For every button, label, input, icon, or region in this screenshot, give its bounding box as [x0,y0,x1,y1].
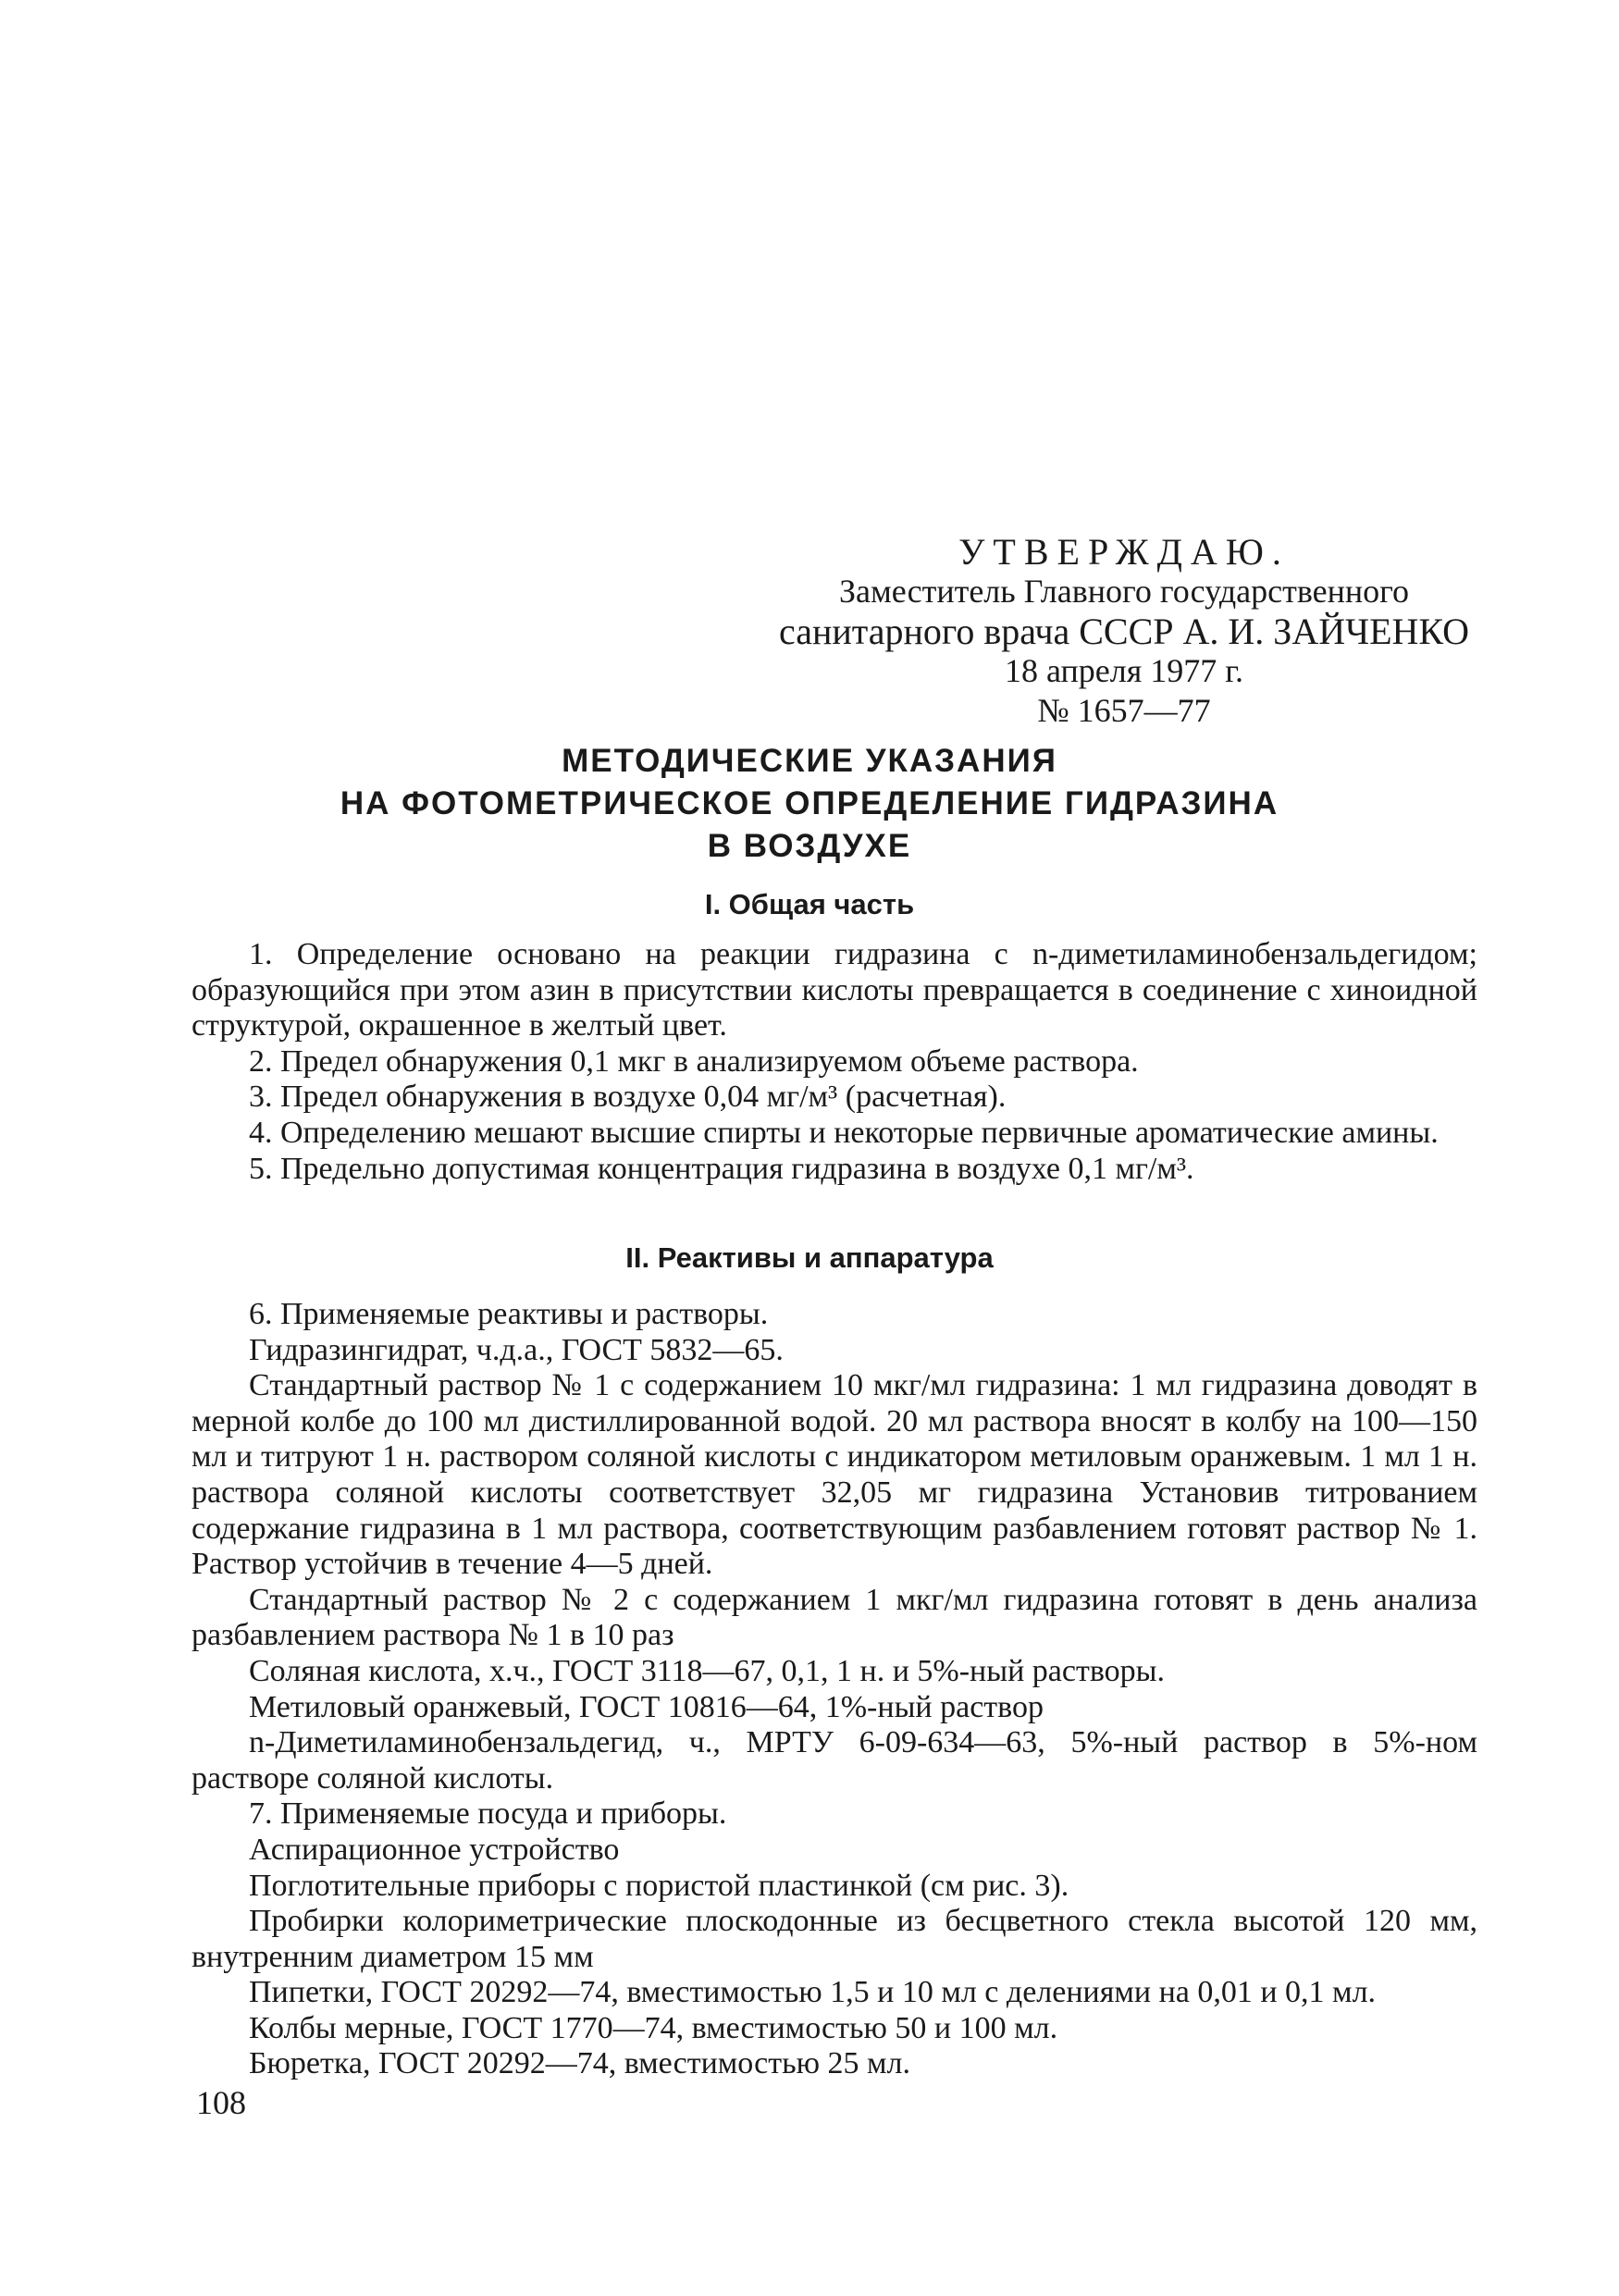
paragraph: Пробирки колориметрические плоскодонные из бесцветного стекла высотой 120 мм, внутренним диаметром 15 мм [192,1904,1477,1974]
paragraph: 4. Определению мешают высшие спирты и некоторые первичные ароматические амины. [249,1115,1439,1150]
approval-number: № 1657—77 [1037,692,1211,729]
approval-block [759,532,1489,731]
paragraph: Метиловый оранжевый, ГОСТ 10816—64, 1%-ный раствор [249,1689,1044,1724]
page-number: 108 [196,2084,246,2121]
approval-line-2: санитарного врача СССР А. И. ЗАЙЧЕНКО [778,611,1469,652]
paragraph: Поглотительные приборы с пористой пластинкой (см рис. 3). [249,1868,1069,1903]
paragraph: 5. Предельно допустимая концентрация гидразина в воздухе 0,1 мг/м³. [249,1151,1194,1186]
paragraph: 2. Предел обнаружения 0,1 мкг в анализируемом объеме раствора. [249,1043,1139,1079]
paragraph: Пипетки, ГОСТ 20292—74, вместимостью 1,5 и 10 мл с делениями на 0,01 и 0,1 мл. [249,1975,1377,2010]
section-2-body [192,1297,1477,2082]
paragraph: Соляная кислота, х.ч., ГОСТ 3118—67, 0,1, 1 н. и 5%-ный растворы. [249,1653,1165,1688]
title-line-1: МЕТОДИЧЕСКИЕ УКАЗАНИЯ [562,743,1057,779]
document-title [139,740,1480,868]
approval-date: 18 апреля 1977 г. [1005,652,1243,689]
title-line-2: НА ФОТОМЕТРИЧЕСКОЕ ОПРЕДЕЛЕНИЕ ГИДРАЗИНА [340,785,1279,821]
section-1-body [192,937,1477,1187]
section-1-heading: I. Общая часть [704,888,915,920]
paragraph: Стандартный раствор № 2 с содержанием 1 мкг/мл гидразина готовят в день анализа разбавлением раствора № 1 в 10 раз [192,1582,1477,1653]
paragraph: 1. Определение основано на реакции гидразина с n-диметиламинобензальдегидом; образующийся при этом азин в присутствии кислоты превращается в соединение с хиноидной структурой, окрашенное в желтый цвет. [192,937,1477,1043]
approval-line-1: Заместитель Главного государственного [838,573,1410,610]
section-2-heading: II. Реактивы и аппаратура [625,1241,994,1274]
paragraph: 7. Применяемые посуда и приборы. [249,1796,727,1832]
paragraph: Аспирационное устройство [249,1832,620,1867]
paragraph: Бюретка, ГОСТ 20292—74, вместимостью 25 мл. [249,2046,910,2081]
paragraph: Колбы мерные, ГОСТ 1770—74, вместимостью 50 и 100 мл. [249,2010,1058,2045]
title-line-3: В ВОЗДУХЕ [707,828,912,864]
paragraph: Гидразингидрат, ч.д.а., ГОСТ 5832—65. [249,1332,784,1367]
approval-title: УТВЕРЖДАЮ. [958,531,1290,573]
paragraph: n-Диметиламинобензальдегид, ч., МРТУ 6-09-634—63, 5%-ный раствор в 5%-ном растворе соляной кислоты. [192,1725,1477,1796]
paragraph: 3. Предел обнаружения в воздухе 0,04 мг/м³ (расчетная). [249,1080,1007,1115]
paragraph: Стандартный раствор № 1 с содержанием 10 мкг/мл гидразина: 1 мл гидразина доводят в мерной колбе до 100 мл дистиллированной водой. 20 мл раствора вносят в колбу на 100—150 мл и титруют 1 н. раствором соляной кислоты с индикатором метиловым оранжевым. 1 мл 1 н. раствора соляной кислоты соответствует 32,05 мг гидразина Установив титрованием содержание гидразина в 1 мл раствора, соответствующим разбавлением готовят раствор № 1. Раствор устойчив в течение 4—5 дней. [192,1368,1477,1582]
paragraph: 6. Применяемые реактивы и растворы. [249,1297,769,1331]
